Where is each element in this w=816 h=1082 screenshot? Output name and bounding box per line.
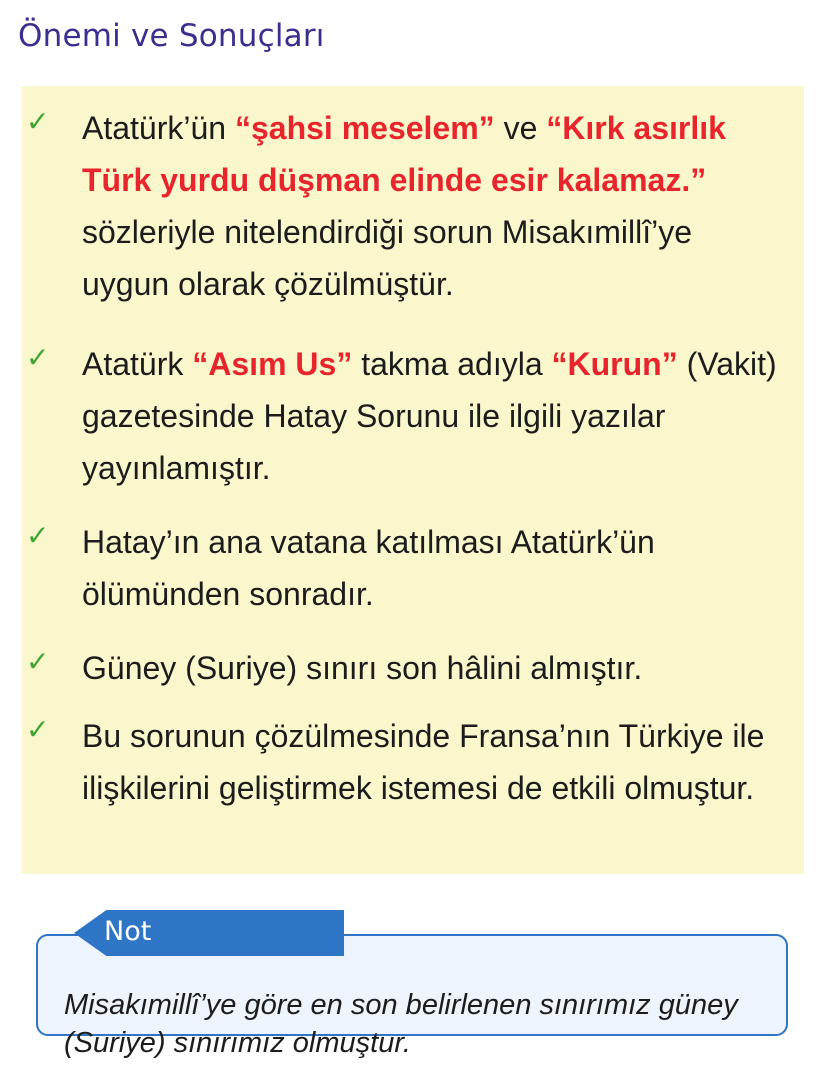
- check-icon: ✓: [26, 341, 50, 374]
- text-run: Atatürk’ün: [82, 110, 235, 146]
- list-item-text: [82, 102, 782, 310]
- list-item-text: [82, 338, 782, 494]
- list-item-text: [82, 516, 782, 620]
- note-callout: [36, 908, 792, 1059]
- text-run: Güney (Suriye) sınırı son hâlini almıştır.: [82, 650, 643, 686]
- section-heading: Önemi ve Sonuçları: [18, 18, 325, 54]
- text-run: Hatay’ın ana vatana katılması Atatürk’ün ölümünden sonradır.: [82, 524, 655, 612]
- text-run: takma adıyla: [352, 346, 552, 382]
- highlighted-phrase: “Asım Us”: [192, 346, 353, 382]
- results-panel: [22, 86, 804, 874]
- check-icon: ✓: [26, 519, 50, 552]
- list-item-text: [82, 710, 782, 814]
- note-label: Not: [104, 916, 152, 947]
- check-icon: ✓: [26, 105, 50, 138]
- text-run: Atatürk: [82, 346, 193, 382]
- text-run: (Vakit) gazetesinde Hatay Sorunu ile ilgili yazılar yayınlamıştır.: [82, 346, 777, 486]
- note-text: Misakımillî’ye göre en son belirlenen sınırımız güney (Suriye) sınırımız olmuştur.: [64, 989, 738, 1059]
- list-item-text: [82, 642, 782, 694]
- text-run: Bu sorunun çözülmesinde Fransa’nın Türkiye ile ilişkilerini geliştirmek istemesi de etkili olmuştur.: [82, 718, 765, 806]
- highlighted-phrase: “şahsi meselem”: [234, 110, 495, 146]
- text-run: sözleriyle nitelendirdiği sorun Misakımillî’ye uygun olarak çözülmüştür.: [82, 214, 692, 302]
- highlighted-phrase: “Kırk asırlık Türk yurdu düşman elinde esir kalamaz.”: [82, 110, 726, 198]
- check-icon: ✓: [26, 713, 50, 746]
- highlighted-phrase: “Kurun”: [551, 346, 678, 382]
- check-icon: ✓: [26, 645, 50, 678]
- text-run: ve: [494, 110, 547, 146]
